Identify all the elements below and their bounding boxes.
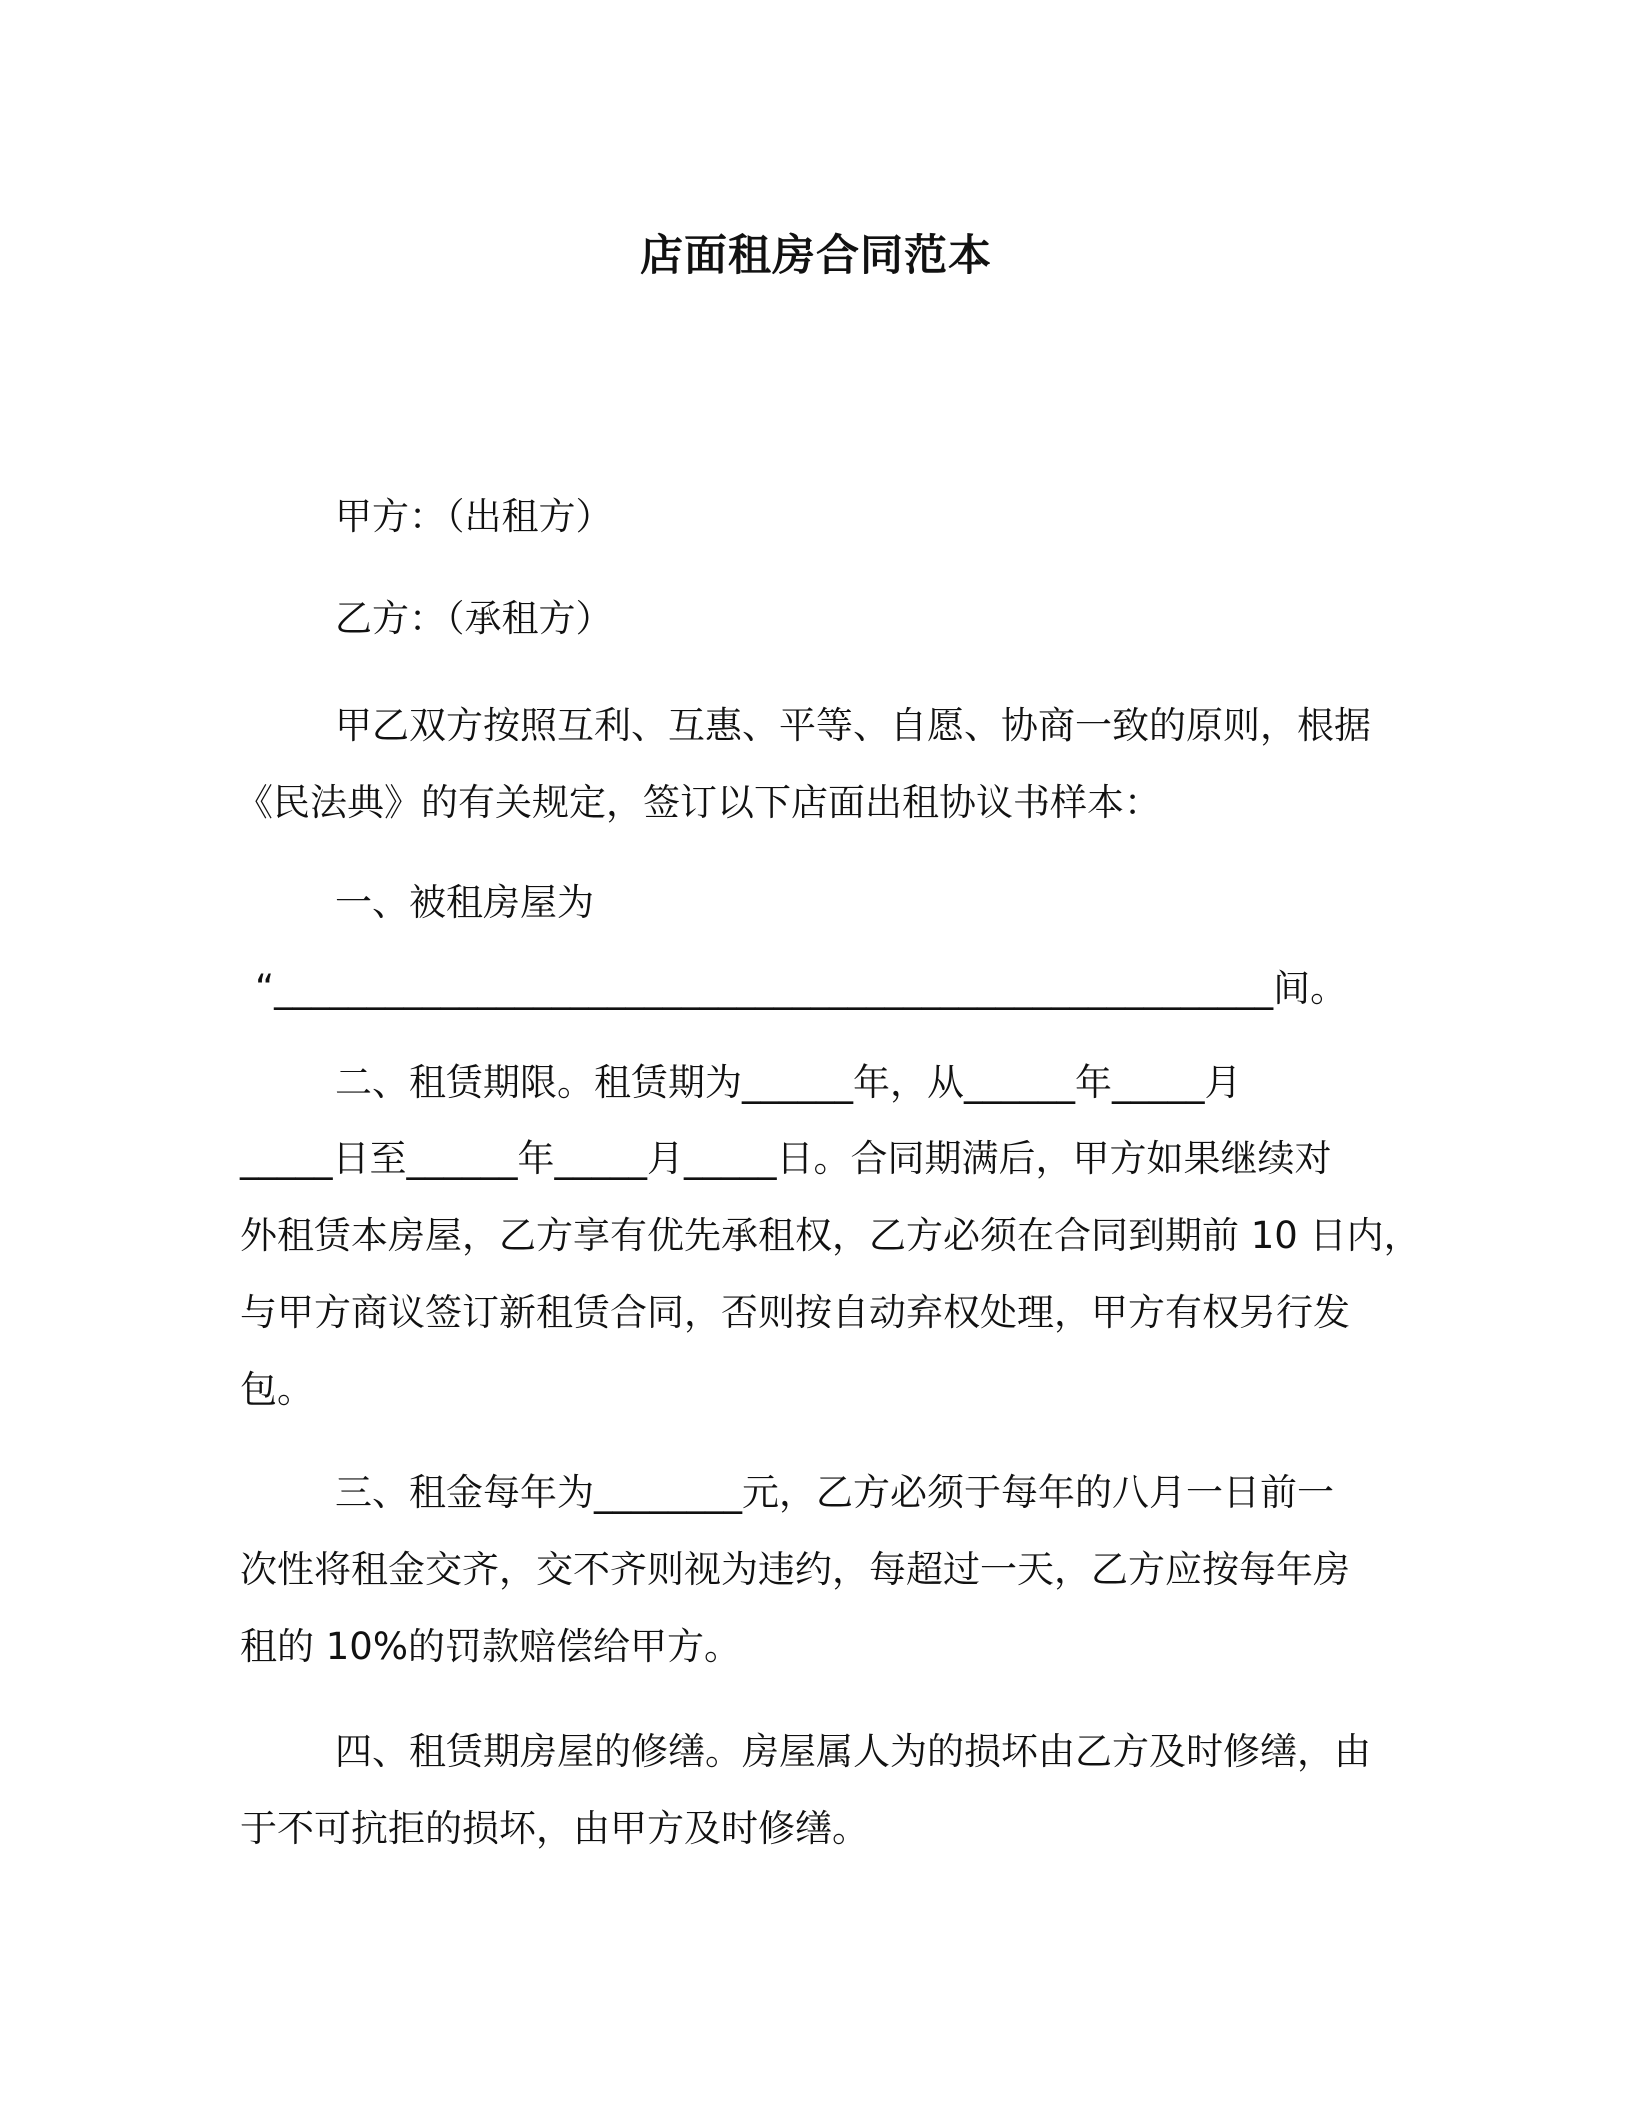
clause2-line-3: 外租赁本房屋，乙方享有优先承租权，乙方必须在合同到期前 10 日内，: [240, 1214, 1421, 1257]
clause4-line-2: 于不可抗拒的损坏，由甲方及时修缮。: [240, 1807, 869, 1850]
clause3-line-3: 租的 10%的罚款赔偿给甲方。: [240, 1625, 741, 1668]
party-b-line: 乙方：（承租方）: [335, 597, 613, 640]
clause3-line-2: 次性将租金交齐，交不齐则视为违约，每超过一天，乙方应按每年房: [240, 1548, 1350, 1591]
preamble-line-1: 甲乙双方按照互利、互惠、平等、自愿、协商一致的原则，根据: [335, 704, 1371, 747]
clause2-line-4: 与甲方商议签订新租赁合同，否则按自动弃权处理，甲方有权另行发: [240, 1291, 1350, 1334]
clause2-line-2: _____日至______年_____月_____日。合同期满后，甲方如果继续对: [240, 1137, 1332, 1180]
party-a-line: 甲方：（出租方）: [335, 495, 613, 538]
clause2-line-5: 包。: [240, 1368, 314, 1411]
clause1-line-2: “______________________________________________________间。: [255, 967, 1348, 1010]
clause1-line-1: 一、被租房屋为: [335, 881, 594, 924]
preamble-line-2: 《民法典》的有关规定，签订以下店面出租协议书样本：: [236, 781, 1161, 824]
document-title: 店面租房合同范本: [640, 231, 992, 281]
clause4-line-1: 四、租赁期房屋的修缮。房屋属人为的损坏由乙方及时修缮，由: [335, 1730, 1371, 1773]
clause2-line-1: 二、租赁期限。租赁期为______年，从______年_____月: [335, 1061, 1242, 1104]
clause3-line-1: 三、租金每年为________元，乙方必须于每年的八月一日前一: [335, 1471, 1334, 1514]
